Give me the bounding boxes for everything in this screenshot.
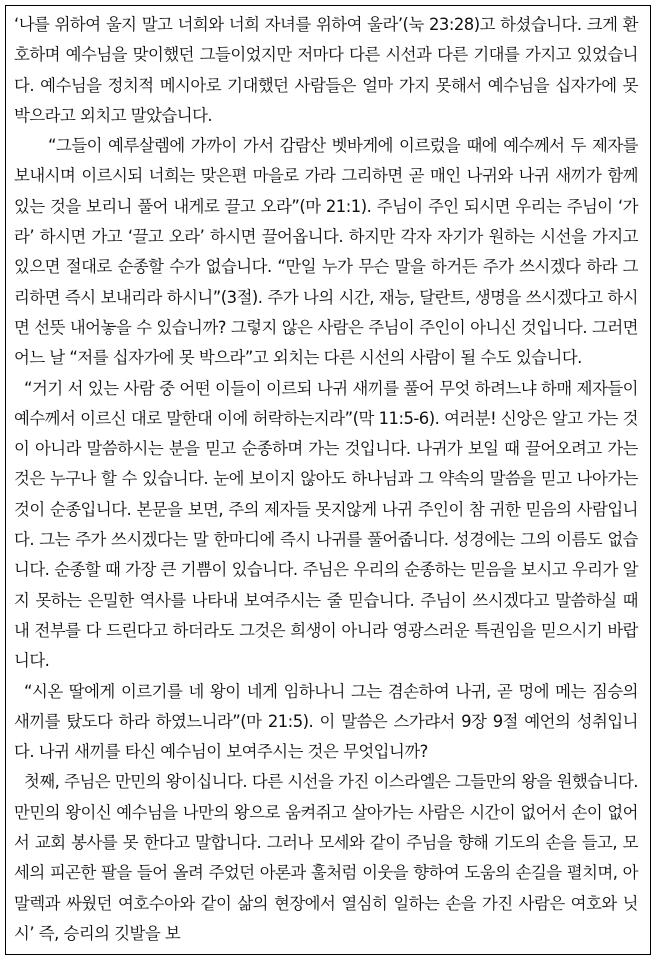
paragraph-1: ‘나를 위하여 울지 말고 너희와 너희 자녀를 위하여 울라’(눅 23:28)고 하셨습니다. 크게 환호하며 예수님을 맞이했던 그들이었지만 저마다 다른 시선과 다른 기대를 가지고 있었습니다. 예수님을 정치적 메시아로 기대했던 사람들은 얼마 가지 못해서 예수님을 십자가에 못 박으라고 외치고 말았습니다. xyxy=(14,15,638,125)
article-body xyxy=(14,10,638,949)
paragraph-2: “그들이 예루살렘에 가까이 가서 감람산 벳바게에 이르렀을 때에 예수께서 두 제자를 보내시며 이르시되 너희는 맞은편 마을로 가라 그리하면 곧 매인 나귀와 나귀 새끼가 함께 있는 것을 보리니 풀어 내게로 끌고 오라”(마 21:1). 주님이 주인 되시면 우리는 주님이 ‘가라’ 하시면 가고 ‘끌고 오라’ 하시면 끌어옵니다. 하지만 각자 자기가 원하는 시선을 가지고 있으면 절대로 순종할 수가 없습니다. “만일 누가 무슨 말을 하거든 주가 쓰시겠다 하라 그리하면 즉시 보내리라 하시니”(3절). 주가 나의 시간, 재능, 달란트, 생명을 쓰시겠다고 하시면 선뜻 내어놓을 수 있습니까? 그렇지 않은 사람은 주님이 주인이 아니신 것입니다. 그러면 어느 날 “저를 십자가에 못 박으라”고 외치는 다른 시선의 사람이 될 수도 있습니다. xyxy=(14,136,638,368)
paragraph-5: 첫째, 주님은 만민의 왕이십니다. 다른 시선을 가진 이스라엘은 그들만의 왕을 원했습니다. 만민의 왕이신 예수님을 나만의 왕으로 움켜쥐고 살아가는 사람은 시간이 없어서 손이 없어서 교회 봉사를 못 한다고 말합니다. 그러나 모세와 같이 주님을 향해 기도의 손을 들고, 모세의 피곤한 팔을 들어 올려 주었던 아론과 훌처럼 이웃을 향하여 도움의 손길을 펼치며, 아말렉과 싸웠던 여호수아와 같이 삶의 현장에서 열심히 일하는 손을 가진 사람은 여호와 닛시’ 즉, 승리의 깃발을 보 xyxy=(14,772,638,943)
paragraph-4: “시온 딸에게 이르기를 네 왕이 네게 임하나니 그는 겸손하여 나귀, 곧 멍에 메는 짐승의 새끼를 탔도다 하라 하였느니라”(마 21:5). 이 말씀은 스가랴서 9장 9절 예언의 성취입니다. 나귀 새끼를 타신 예수님이 보여주시는 것은 무엇입니까? xyxy=(14,681,638,762)
paragraph-3: “거기 서 있는 사람 중 어떤 이들이 이르되 나귀 새끼를 풀어 무엇 하려느냐 하매 제자들이 예수께서 이르신 대로 말한대 이에 허락하는지라”(막 11:5-6). 여러분! 신앙은 알고 가는 것이 아니라 말씀하시는 분을 믿고 순종하며 가는 것입니다. 나귀가 보일 때 끌어오려고 가는 것은 누구나 할 수 있습니다. 눈에 보이지 않아도 하나님과 그 약속의 말씀을 믿고 나아가는 것이 순종입니다. 본문을 보면, 주의 제자들 못지않게 나귀 주인이 참 귀한 믿음의 사람입니다. 그는 주가 쓰시겠다는 말 한마디에 즉시 나귀를 풀어줍니다. 성경에는 그의 이름도 없습니다. 순종할 때 가장 큰 기쁨이 있습니다. 주님은 우리의 순종하는 믿음을 보시고 우리가 알지 못하는 은밀한 역사를 나타내 보여주시는 줄 믿습니다. 주님이 쓰시겠다고 말씀하실 때 내 전부를 다 드린다고 하더라도 그것은 희생이 아니라 영광스러운 특권임을 믿으시기 바랍니다. xyxy=(14,378,638,671)
